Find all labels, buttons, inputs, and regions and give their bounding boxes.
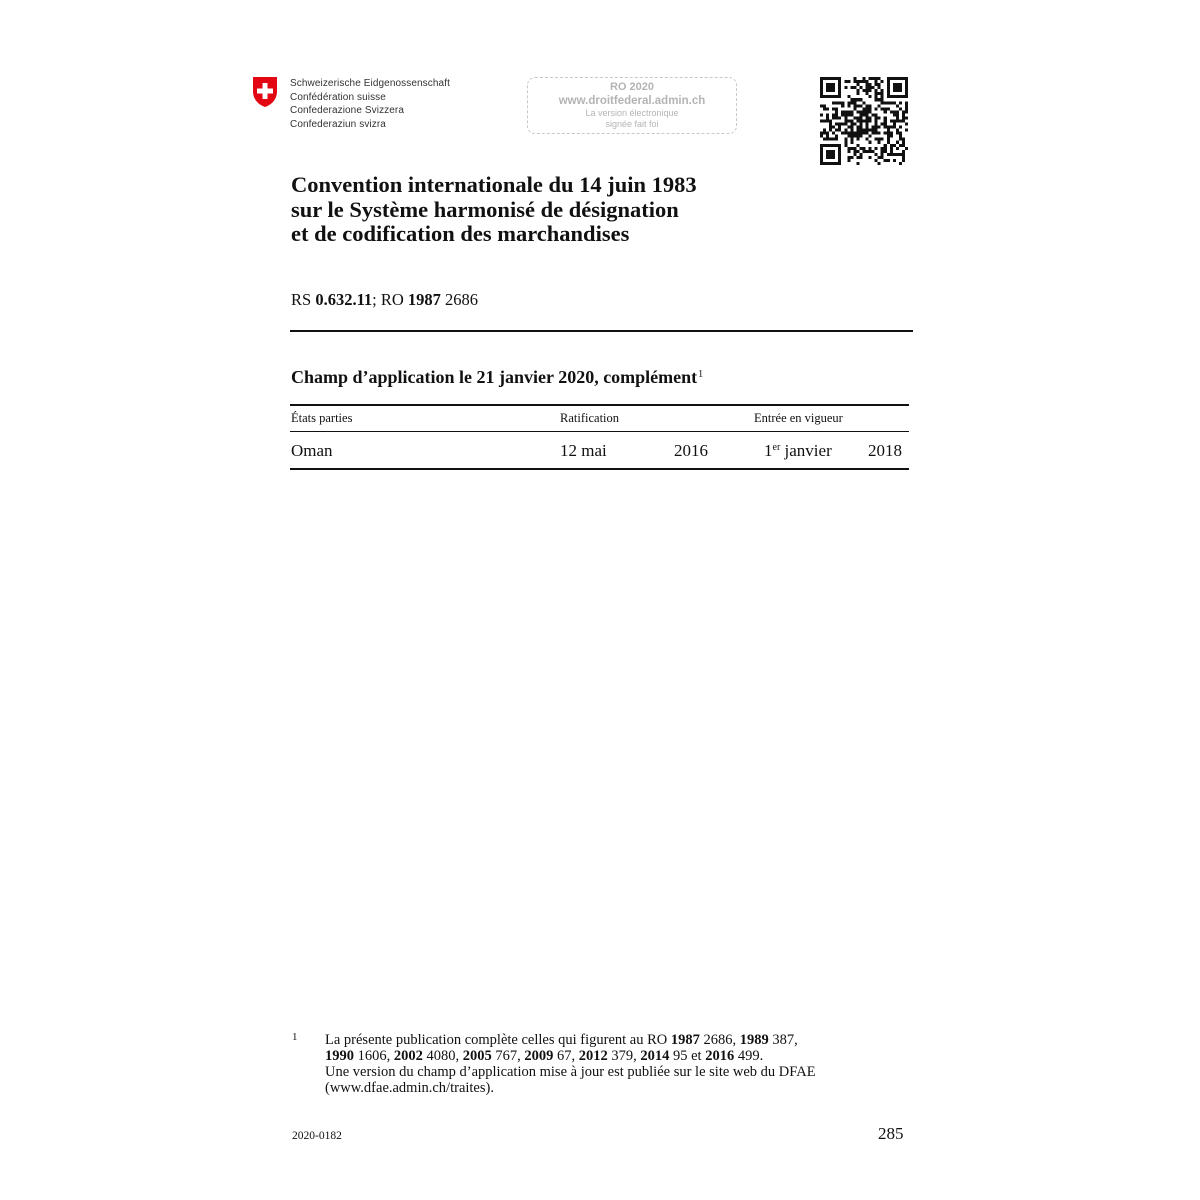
fn-year: 2012 [578, 1048, 608, 1064]
page-number: 285 [878, 1124, 904, 1143]
confederation-line-fr: Confédération suisse [290, 91, 386, 103]
cell-entry-day [764, 441, 832, 461]
fn-text: La présente publication complète celles qui figurent au RO [325, 1032, 671, 1048]
column-header-states: États parties [291, 411, 353, 425]
fn-text: 4080, [422, 1048, 463, 1064]
footnote-line-1 [325, 1032, 816, 1048]
fn-text: 2686, [699, 1032, 740, 1048]
table-top-rule [290, 404, 909, 406]
title-line-1: Convention internationale du 14 juin 1983 [291, 172, 697, 197]
cell-ratification-day: 12 mai [560, 441, 607, 460]
entry-day-number: 1 [764, 441, 773, 460]
fn-year: 2014 [640, 1048, 670, 1064]
fn-text: 387, [768, 1032, 798, 1048]
document-number: 2020-0182 [292, 1130, 342, 1142]
stamp-ro: RO 2020 [609, 81, 655, 93]
official-version-stamp [527, 77, 737, 134]
document-title [291, 173, 697, 247]
footnote-line-2 [325, 1048, 816, 1064]
cell-state: Oman [291, 441, 333, 460]
table-header-rule [290, 431, 909, 432]
footnote-line-4[interactable]: (www.dfae.admin.ch/traites). [325, 1080, 494, 1096]
footnote-line-3: Une version du champ d’application mise à jour est publiée sur le site web du DFAE [325, 1064, 816, 1080]
reference-line [291, 290, 478, 310]
cell-entry-year: 2018 [868, 441, 902, 460]
cell-ratification-year: 2016 [674, 441, 708, 460]
title-line-3: et de codification des marchandises [291, 221, 630, 246]
fn-text: 379, [607, 1048, 641, 1064]
ro-page: 2686 [440, 290, 479, 309]
column-header-entry: Entrée en vigueur [754, 411, 843, 425]
ro-year: 1987 [407, 290, 441, 309]
entry-day-suffix: er [772, 442, 781, 453]
table-bottom-rule [290, 468, 909, 470]
fn-year: 1987 [670, 1032, 700, 1048]
fn-text: 499. [734, 1048, 764, 1064]
fn-year: 2002 [393, 1048, 423, 1064]
stamp-note-2: signée fait foi [605, 119, 659, 129]
qr-code-icon [820, 77, 908, 165]
confederation-line-rm: Confederaziun svizra [290, 119, 386, 131]
header-divider [290, 330, 913, 332]
entry-month: janvier [780, 441, 832, 460]
fn-year: 1989 [739, 1032, 769, 1048]
stamp-note-1: La version électronique [585, 108, 679, 118]
fn-year: 1990 [325, 1048, 354, 1064]
stamp-url: www.droitfederal.admin.ch [558, 95, 706, 107]
footnote-number: 1 [292, 1031, 298, 1043]
rs-number: 0.632.11 [315, 290, 373, 309]
fn-year: 2005 [462, 1048, 492, 1064]
confederation-names [290, 77, 450, 132]
fn-text: 67, [553, 1048, 579, 1064]
column-header-ratification: Ratification [560, 411, 620, 425]
confederation-line-de: Schweizerische Eidgenossenschaft [290, 78, 450, 89]
fn-text: 95 et [669, 1048, 706, 1064]
scope-heading [291, 367, 703, 388]
rs-label: RS [291, 290, 316, 309]
scope-heading-text: Champ d’application le 21 janvier 2020, complément [291, 367, 698, 387]
confederation-line-it: Confederazione Svizzera [290, 105, 405, 117]
fn-year: 2009 [524, 1048, 554, 1064]
footnote-text [325, 1032, 816, 1096]
title-line-2: sur le Système harmonisé de désignation [291, 196, 679, 222]
fn-text: 767, [491, 1048, 525, 1064]
ref-separator: ; RO [372, 290, 408, 309]
footnote-reference[interactable]: 1 [698, 369, 704, 380]
swiss-crest-icon [252, 76, 278, 108]
fn-year: 2016 [705, 1048, 735, 1064]
fn-text: 1606, [354, 1048, 394, 1064]
